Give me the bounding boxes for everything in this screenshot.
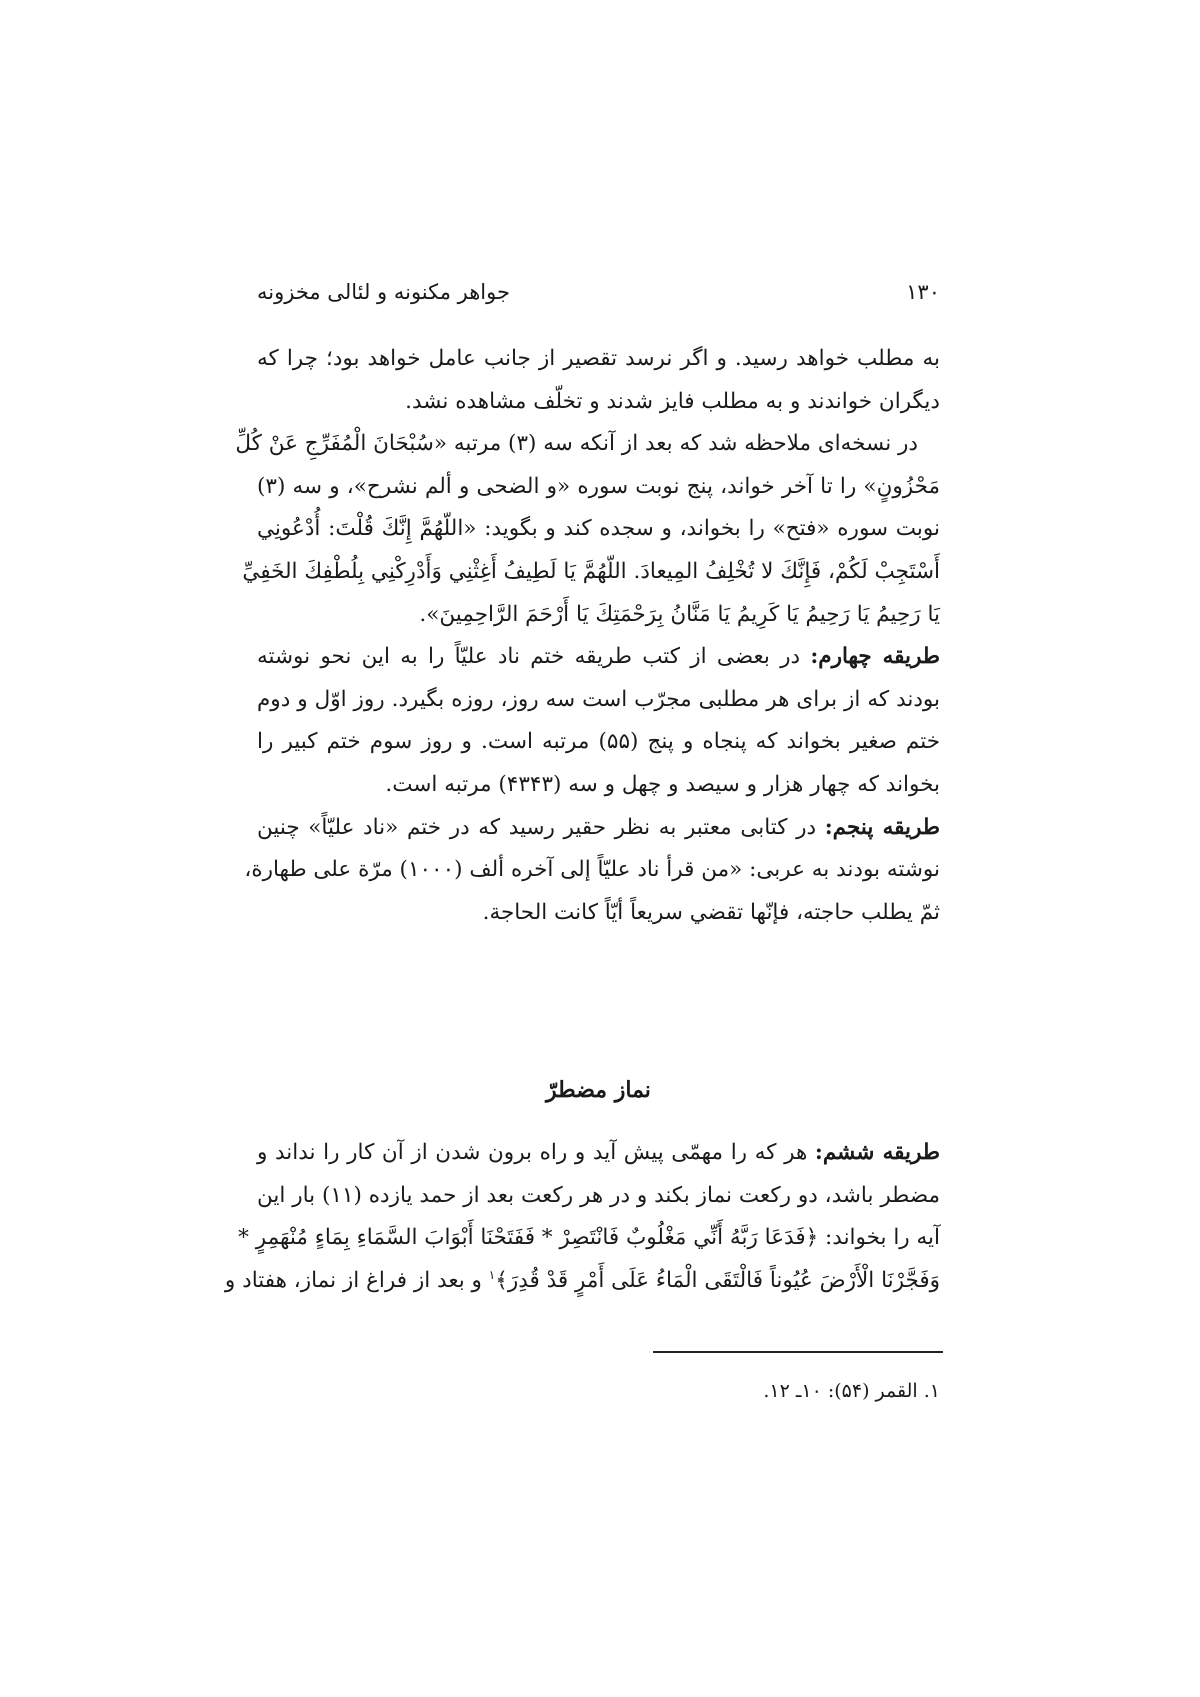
running-header-title: جواهر مکنونه و لئالی مخزونه <box>257 280 510 304</box>
text-line: مضطر باشد، دو رکعت نماز بکند و در هر رکعت بعد از حمد یازده (۱۱) بار این <box>257 1182 940 1208</box>
footnote-divider <box>653 1351 943 1353</box>
text-line: دیگران خواندند و به مطلب فایز شدند و تخلّف مشاهده نشد. <box>405 388 940 414</box>
method-4-label: طریقه چهارم: <box>810 644 940 670</box>
text-line: ختم صغیر بخواند که پنجاه و پنج (۵۵) مرتبه است. و روز سوم ختم کبیر را <box>257 729 940 755</box>
text-run: در بعضی از کتب طریقه ختم ناد علیّاً را به این نحو نوشته <box>257 644 811 670</box>
method-6-label: طریقه ششم: <box>814 1140 941 1165</box>
text-line: نوشته بودند به عربی: «من قرأ ناد علیّاً إلی آخره ألف (۱۰۰۰) مرّة علی طهارة، <box>244 857 940 883</box>
text-line: آیه را بخواند: ﴿فَدَعَا رَبَّهُ أَنِّي مَغْلُوبٌ فَانْتَصِرْ * فَفَتَحْنَا أَبْوَابَ السَّمَاءِ بِمَاءٍ مُنْهَمِرٍ * <box>238 1225 940 1251</box>
text-line: بخواند که چهار هزار و سیصد و چهل و سه (۴۳۴۳) مرتبه است. <box>385 771 940 797</box>
section-heading: نماز مضطرّ <box>546 1077 651 1103</box>
paragraph-method-6-first-line <box>257 1132 940 1175</box>
paragraph-method-5-first-line <box>257 807 940 850</box>
footnote-marker: ۱ <box>488 1267 496 1282</box>
text-line: يَا رَحِيمُ يَا رَحِيمُ يَا كَرِيمُ يَا مَنَّانُ بِرَحْمَتِكَ يَا أَرْحَمَ الرَّاحِمِينَ». <box>419 601 940 627</box>
text-line: أَسْتَجِبْ لَكُمْ، فَإِنَّكَ لا تُخْلِفُ المِيعادَ. اللّهُمَّ يَا لَطِيفُ أَغِثْنِي وَأَدْرِكْنِي بِلُطْفِكَ الخَفِيِّ <box>242 558 940 584</box>
text-line: در نسخه‌ای ملاحظه شد که بعد از آنکه سه (۳) مرتبه «سُبْحَانَ الْمُفَرِّجِ عَنْ كُلِّ <box>235 431 918 457</box>
text-line: نوبت سوره «فتح» را بخواند، و سجده کند و بگوید: «اللّهُمَّ إِنَّكَ قُلْتَ: أُدْعُونِي <box>257 516 940 542</box>
text-run: هر که را مهمّی پیش آید و راه برون شدن از آن کار را نداند و <box>257 1140 815 1165</box>
text-run: و بعد از فراغ از نماز، هفتاد و <box>224 1267 489 1293</box>
text-line: بودند که از برای هر مطلبی مجرّب است سه روز، روزه بگیرد. روز اوّل و دوم <box>257 686 940 712</box>
footnote: ۱. القمر (۵۴): ۱۰ـ ۱۲. <box>763 1380 940 1402</box>
quran-verse: وَفَجَّرْنَا الْأَرْضَ عُيُوناً فَالْتَقَى الْمَاءُ عَلَى أَمْرٍ قَدْ قُدِرَ﴾ <box>495 1267 940 1293</box>
method-5-label: طریقه پنجم: <box>824 814 940 840</box>
main-text-block <box>235 338 940 934</box>
page-number: ۱۳۰ <box>906 280 940 304</box>
text-line: ثمّ يطلب حاجته، فإنّها تقضي سريعاً أيّاً كانت الحاجة. <box>482 899 940 925</box>
text-run: در کتابی معتبر به نظر حقیر رسید که در ختم «ناد علیّاً» چنین <box>257 814 825 840</box>
text-line <box>224 1260 940 1303</box>
text-line: به مطلب خواهد رسید. و اگر نرسد تقصیر از جانب عامل خواهد بود؛ چرا که <box>257 346 940 371</box>
text-line: مَحْزُونٍ» را تا آخر خواند، پنج نوبت سوره «و الضحی و ألم نشرح»، و سه (۳) <box>257 473 940 499</box>
method-6-text-block <box>224 1132 941 1302</box>
paragraph-method-4-first-line <box>257 636 940 679</box>
